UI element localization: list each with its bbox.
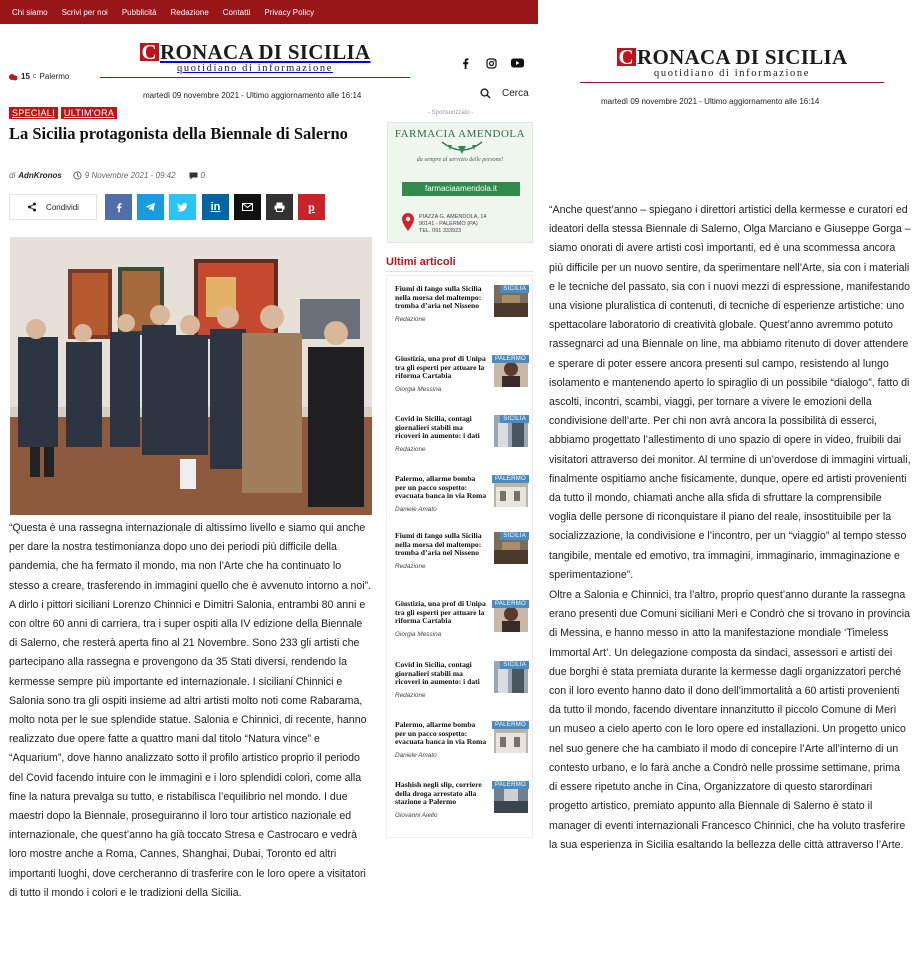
article-author[interactable]: AdnKronos <box>18 171 62 180</box>
latest-article-category[interactable]: SICILIA <box>500 285 529 293</box>
latest-article-category[interactable]: PALERMO <box>492 475 529 483</box>
top-nav-bar <box>0 0 538 24</box>
search-icon[interactable] <box>480 88 491 99</box>
latest-article-category[interactable]: SICILIA <box>500 532 529 540</box>
share-facebook-button[interactable] <box>105 194 132 220</box>
weather-cloud-icon <box>8 73 18 81</box>
search-label[interactable]: Cerca <box>502 88 529 99</box>
ad-address-line-2: 90141 - PALERMO (PA) <box>419 221 478 227</box>
logo-underline <box>100 77 410 78</box>
telegram-icon <box>145 202 156 212</box>
share-print-button[interactable] <box>266 194 293 220</box>
latest-article-item[interactable] <box>395 475 529 513</box>
sponsored-label: - Sponsorizzato - <box>428 110 474 116</box>
article-photo <box>10 237 372 515</box>
latest-article-item[interactable] <box>395 355 529 393</box>
latest-article-category[interactable]: PALERMO <box>492 600 529 608</box>
latest-article-item[interactable] <box>395 721 529 759</box>
latest-article-title[interactable]: Fiumi di fango sulla Sicilia nella morsa del maltempo: tromba d’aria nel Nisseno <box>395 531 482 558</box>
article-tags <box>9 107 117 119</box>
latest-articles-divider <box>386 271 533 272</box>
latest-article-category[interactable]: PALERMO <box>492 781 529 789</box>
share-twitter-button[interactable] <box>169 194 196 220</box>
share-linkedin-button[interactable] <box>202 194 229 220</box>
weather-temperature: 15 <box>21 72 30 81</box>
article-meta <box>9 171 205 180</box>
latest-article-category[interactable]: SICILIA <box>500 661 529 669</box>
tag-speciali[interactable]: SPECIALI <box>9 107 58 119</box>
logo-title-secondary <box>580 46 884 68</box>
article-body-right-paragraph-2: Oltre a Salonia e Chinnici, tra l’altro, proprio quest’anno durante la rassegna erano presenti due Comuni siciliani Merì e Condrò che si trovano in provincia di Messina, e hanno messo in atto la manifestazione mondiale ‘Timeless Immortal Art’. Un delegazione composta da sindaci, assessori e artisti dei due borghi è stata premiata durante la kermesse dagli organizzatori perché con il loro evento hanno dato il dono dell’immortalità a 60 artisti provenienti da tutto il mondo, facendo diventare innanzitutto il piccolo Comune di Merì un museo a cielo aperto con le loro opere ed installazioni. Un progetto unico nel suo genere che ha cambiato il modo di concepire l’Arte all’interno di un contesto urbano, e lo farà anche a Condrò nelle prossime settimane, prima di essere ripetuto anche in Cina, Organizzatore di questo starordinari progetto artistico, premiato appunto alla Biennale di Salerno è stato il manager di eventi internazionali Francesco Chinnici, che ha voluto trasferire la sua esperienza in Sicilia esaltando la bellezza delle città attraverso l’Arte. <box>549 589 910 851</box>
latest-articles-list <box>386 275 533 838</box>
ad-brand: FARMACIA AMENDOLA <box>394 128 526 140</box>
site-logo[interactable] <box>100 41 410 78</box>
logo-subtitle-secondary: quotidiano di informazione <box>654 68 810 79</box>
ad-address-line-1: PIAZZA G. AMENDOLA, 14 <box>419 214 487 220</box>
latest-article-title[interactable]: Giustizia, una prof di Unipa tra gli esperti per attuare la riforma Cartabia <box>395 354 486 381</box>
share-pinterest-button[interactable] <box>298 194 325 220</box>
logo-initial-secondary: C <box>618 45 634 69</box>
facebook-icon <box>116 202 122 213</box>
logo-title <box>100 41 410 63</box>
weather-widget <box>8 72 69 81</box>
latest-article-item[interactable] <box>395 285 529 323</box>
latest-article-author[interactable]: Redazione <box>395 445 426 453</box>
ad-phone: TEL. 091 333923 <box>419 228 462 234</box>
logo-underline-secondary <box>580 82 884 83</box>
print-icon <box>274 202 285 212</box>
weather-unit: C <box>32 73 37 80</box>
date-line: martedì 09 novembre 2021 - Ultimo aggiornamento alle 16:14 <box>143 91 362 100</box>
latest-article-item[interactable] <box>395 661 529 699</box>
latest-article-author[interactable]: Giovanni Aiello <box>395 811 438 819</box>
ad-address <box>419 214 487 235</box>
nav-link-scrivi-per-noi[interactable]: Scrivi per noi <box>61 7 108 17</box>
author-prefix: di <box>9 171 16 180</box>
nav-link-privacy-policy[interactable]: Privacy Policy <box>264 7 315 17</box>
ad-slogan: da sempre al servizio delle persone! <box>416 157 504 163</box>
comment-count[interactable]: 0 <box>200 171 205 180</box>
share-icon <box>27 202 37 212</box>
article-body-right <box>549 201 911 855</box>
nav-link-redazione[interactable]: Redazione <box>170 7 209 17</box>
logo-subtitle: quotidiano di informazione <box>177 63 333 74</box>
site-logo-secondary <box>580 46 884 83</box>
share-label: Condividi <box>46 202 79 212</box>
nav-link-pubblicita[interactable]: Pubblicità <box>121 7 157 17</box>
instagram-icon[interactable] <box>484 57 498 69</box>
share-telegram-button[interactable] <box>137 194 164 220</box>
latest-article-author[interactable]: Giorgia Messina <box>395 630 442 638</box>
facebook-icon[interactable] <box>458 57 472 69</box>
logo-title-rest-secondary: RONACA DI SICILIA <box>636 45 848 69</box>
latest-article-author[interactable]: Redazione <box>395 691 426 699</box>
article-body-left: “Questa è una rassegna internazionale di altissimo livello e siamo qui anche per dare la nostra testimonianza dopo uno dei periodi più difficile della pandemia, che ha fermato il mondo, ma non l’Arte che ha continuato lo stesso a creare, trasferendo in immagini quello che è avvenuto intorno a noi”. A dirlo i pittori siciliani Lorenzo Chinnici e Dimitri Salonia, entrambi 80 anni e con oltre 60 anni di carriera, tra i super ospiti alla IV edizione della Biennale di Salerno, che resterà aperta fino al 21 Novembre. Sono 233 gli artisti che partecipano alla rassegna e provengono da 35 Stati diversi, rendendo la kermesse sempre più importante ed internazionale. I siciliani Chinnici e Salonia sono tra gli ospiti insieme ad altri artisti molto noti come Rabarama, molto nota per le sue splendide statue. Salonia e Chinnici, di recente, hanno realizzato due opere fatte a quattro mani dal titolo “Natura vince” e “Aquarium”, dove hanno analizzato sotto il profilo artistico proprio il periodo del Covid facendo intuire con le immagini e i loro splendidi colori, come alla fine la natura prevalga su tutto, e ristabilisca l’equilibrio nel mondo. I due maestri dopo la Biennale, proseguiranno il loro tour artistico nazionale ed internazionale, che quest’anno ha già toccato Stresa e Castrocaro e vedrà loro mostre anche a Roma, Cannes, Shanghai, Dubai, Toronto ed altri importanti luoghi, dove cercheranno di trasferire con le loro opere a visitatori di tutto il mondo i colori e le tradizioni della Sicilia. <box>9 522 372 899</box>
latest-article-author[interactable]: Giorgia Messina <box>395 385 442 393</box>
latest-article-author[interactable]: Daniele Amato <box>395 751 437 759</box>
twitter-icon <box>177 203 188 212</box>
latest-article-item[interactable] <box>395 415 529 453</box>
latest-article-title[interactable]: Palermo, allarme bomba per un pacco sospetto: evacuata banca in via Roma <box>395 720 487 747</box>
logo-initial: C <box>141 40 157 64</box>
share-email-button[interactable] <box>234 194 261 220</box>
latest-article-author[interactable]: Daniele Amato <box>395 505 437 513</box>
date-line-secondary: martedì 09 novembre 2021 - Ultimo aggiornamento alle 16:14 <box>601 97 820 106</box>
email-icon <box>242 203 253 211</box>
latest-article-author[interactable]: Redazione <box>395 315 426 323</box>
pharmacy-garland-icon <box>440 140 484 158</box>
map-pin-icon <box>402 213 414 231</box>
latest-articles-title: Ultimi articoli <box>386 256 456 268</box>
latest-article-author[interactable]: Redazione <box>395 562 426 570</box>
latest-article-category[interactable]: SICILIA <box>500 415 529 423</box>
latest-article-title[interactable]: Giustizia, una prof di Unipa tra gli esperti per attuare la riforma Cartabia <box>395 599 486 626</box>
tag-ultim-ora[interactable]: ULTIM'ORA <box>61 107 117 119</box>
latest-article-title[interactable]: Fiumi di fango sulla Sicilia nella morsa del maltempo: tromba d’aria nel Nisseno <box>395 284 482 311</box>
pinterest-icon: p <box>308 199 315 214</box>
linkedin-icon: in <box>210 201 221 213</box>
clock-icon <box>73 171 82 180</box>
latest-article-title[interactable]: Palermo, allarme bomba per un pacco sospetto: evacuata banca in via Roma <box>395 474 487 501</box>
pharmacy-ad-banner[interactable] <box>387 122 533 243</box>
comment-icon <box>189 172 198 180</box>
group-photo-illustration <box>10 237 372 515</box>
youtube-icon[interactable] <box>510 57 524 69</box>
article-headline: La Sicilia protagonista della Biennale di Salerno <box>9 124 348 143</box>
article-datetime: 9 Novembre 2021 - 09:42 <box>84 171 176 180</box>
logo-title-rest: RONACA DI SICILIA <box>159 40 371 64</box>
latest-article-item[interactable] <box>395 532 529 570</box>
latest-article-title[interactable]: Covid in Sicilia, contagi giornalieri stabili ma ricoveri in aumento: i dati <box>395 660 480 687</box>
latest-article-category[interactable]: PALERMO <box>492 355 529 363</box>
latest-article-title[interactable]: Covid in Sicilia, contagi giornalieri stabili ma ricoveri in aumento: i dati <box>395 414 480 441</box>
latest-article-item[interactable] <box>395 781 529 819</box>
article-body-right-paragraph-1: “Anche quest’anno – spiegano i direttori artistici della kermesse e curatori ed ideatori della stessa Biennale di Salerno, Olga Marciano e Giuseppe Gorga – siamo onorati di avere artisti così importanti, ed è una scommessa ancora più difficile per un nuovo sentire, da sperimentare nell’Arte, sia con i materiali e le tecniche del passato, sia con i nuovi mezzi di espressione, manifestando una visione pluralistica di contenuti, di tecniche di esperienze artistiche: uno spettacolare laboratorio di creatività globale. Quest’anno avremmo potuto rassegnarci ad una Biennale on line, ma abbiamo ritenuto di dover attendere e sperare di poter essere ancora presenti sul campo, resistendo al lungo isolamento e mantenendo aperto lo spiraglio di un possibile “dialogo”, fatto di ascolti, incontri, scambi, viaggi, per tornare a vivere le emozioni della condivisione dell’arte. Per chi non avrà ancora la possibilità di esserci, abbiamo progettato l’allestimento di uno spazio di opere in video, fruibili dai visitatori attraverso dei monitor. Al termine di un’overdose di immagini virtuali, finalmente ospitiamo anche fisicamente, dunque, opere ed artisti provenienti da tutto il mondo, chiamati anche alla sfida di sfruttare la comprensibile voglia delle persone di riconquistare il piano del reale, insostituibile per la socializzazione, la condivisione e l’incontro, per un “viaggio” al tempo stesso tangibile, mentale ed emotivo, tra immagini, immaginario, immaginazione e sperimentazione”. <box>549 204 911 581</box>
weather-city: Palermo <box>39 72 70 81</box>
share-button[interactable] <box>9 194 97 220</box>
latest-article-category[interactable]: PALERMO <box>492 721 529 729</box>
latest-article-item[interactable] <box>395 600 529 638</box>
ad-url: farmaciaamendola.it <box>402 182 520 196</box>
latest-article-title[interactable]: Hashish negli slip, corriere della droga arrestato alla stazione a Palermo <box>395 780 482 807</box>
nav-link-chi-siamo[interactable]: Chi siamo <box>12 7 48 17</box>
nav-link-contatti[interactable]: Contatti <box>222 7 251 17</box>
